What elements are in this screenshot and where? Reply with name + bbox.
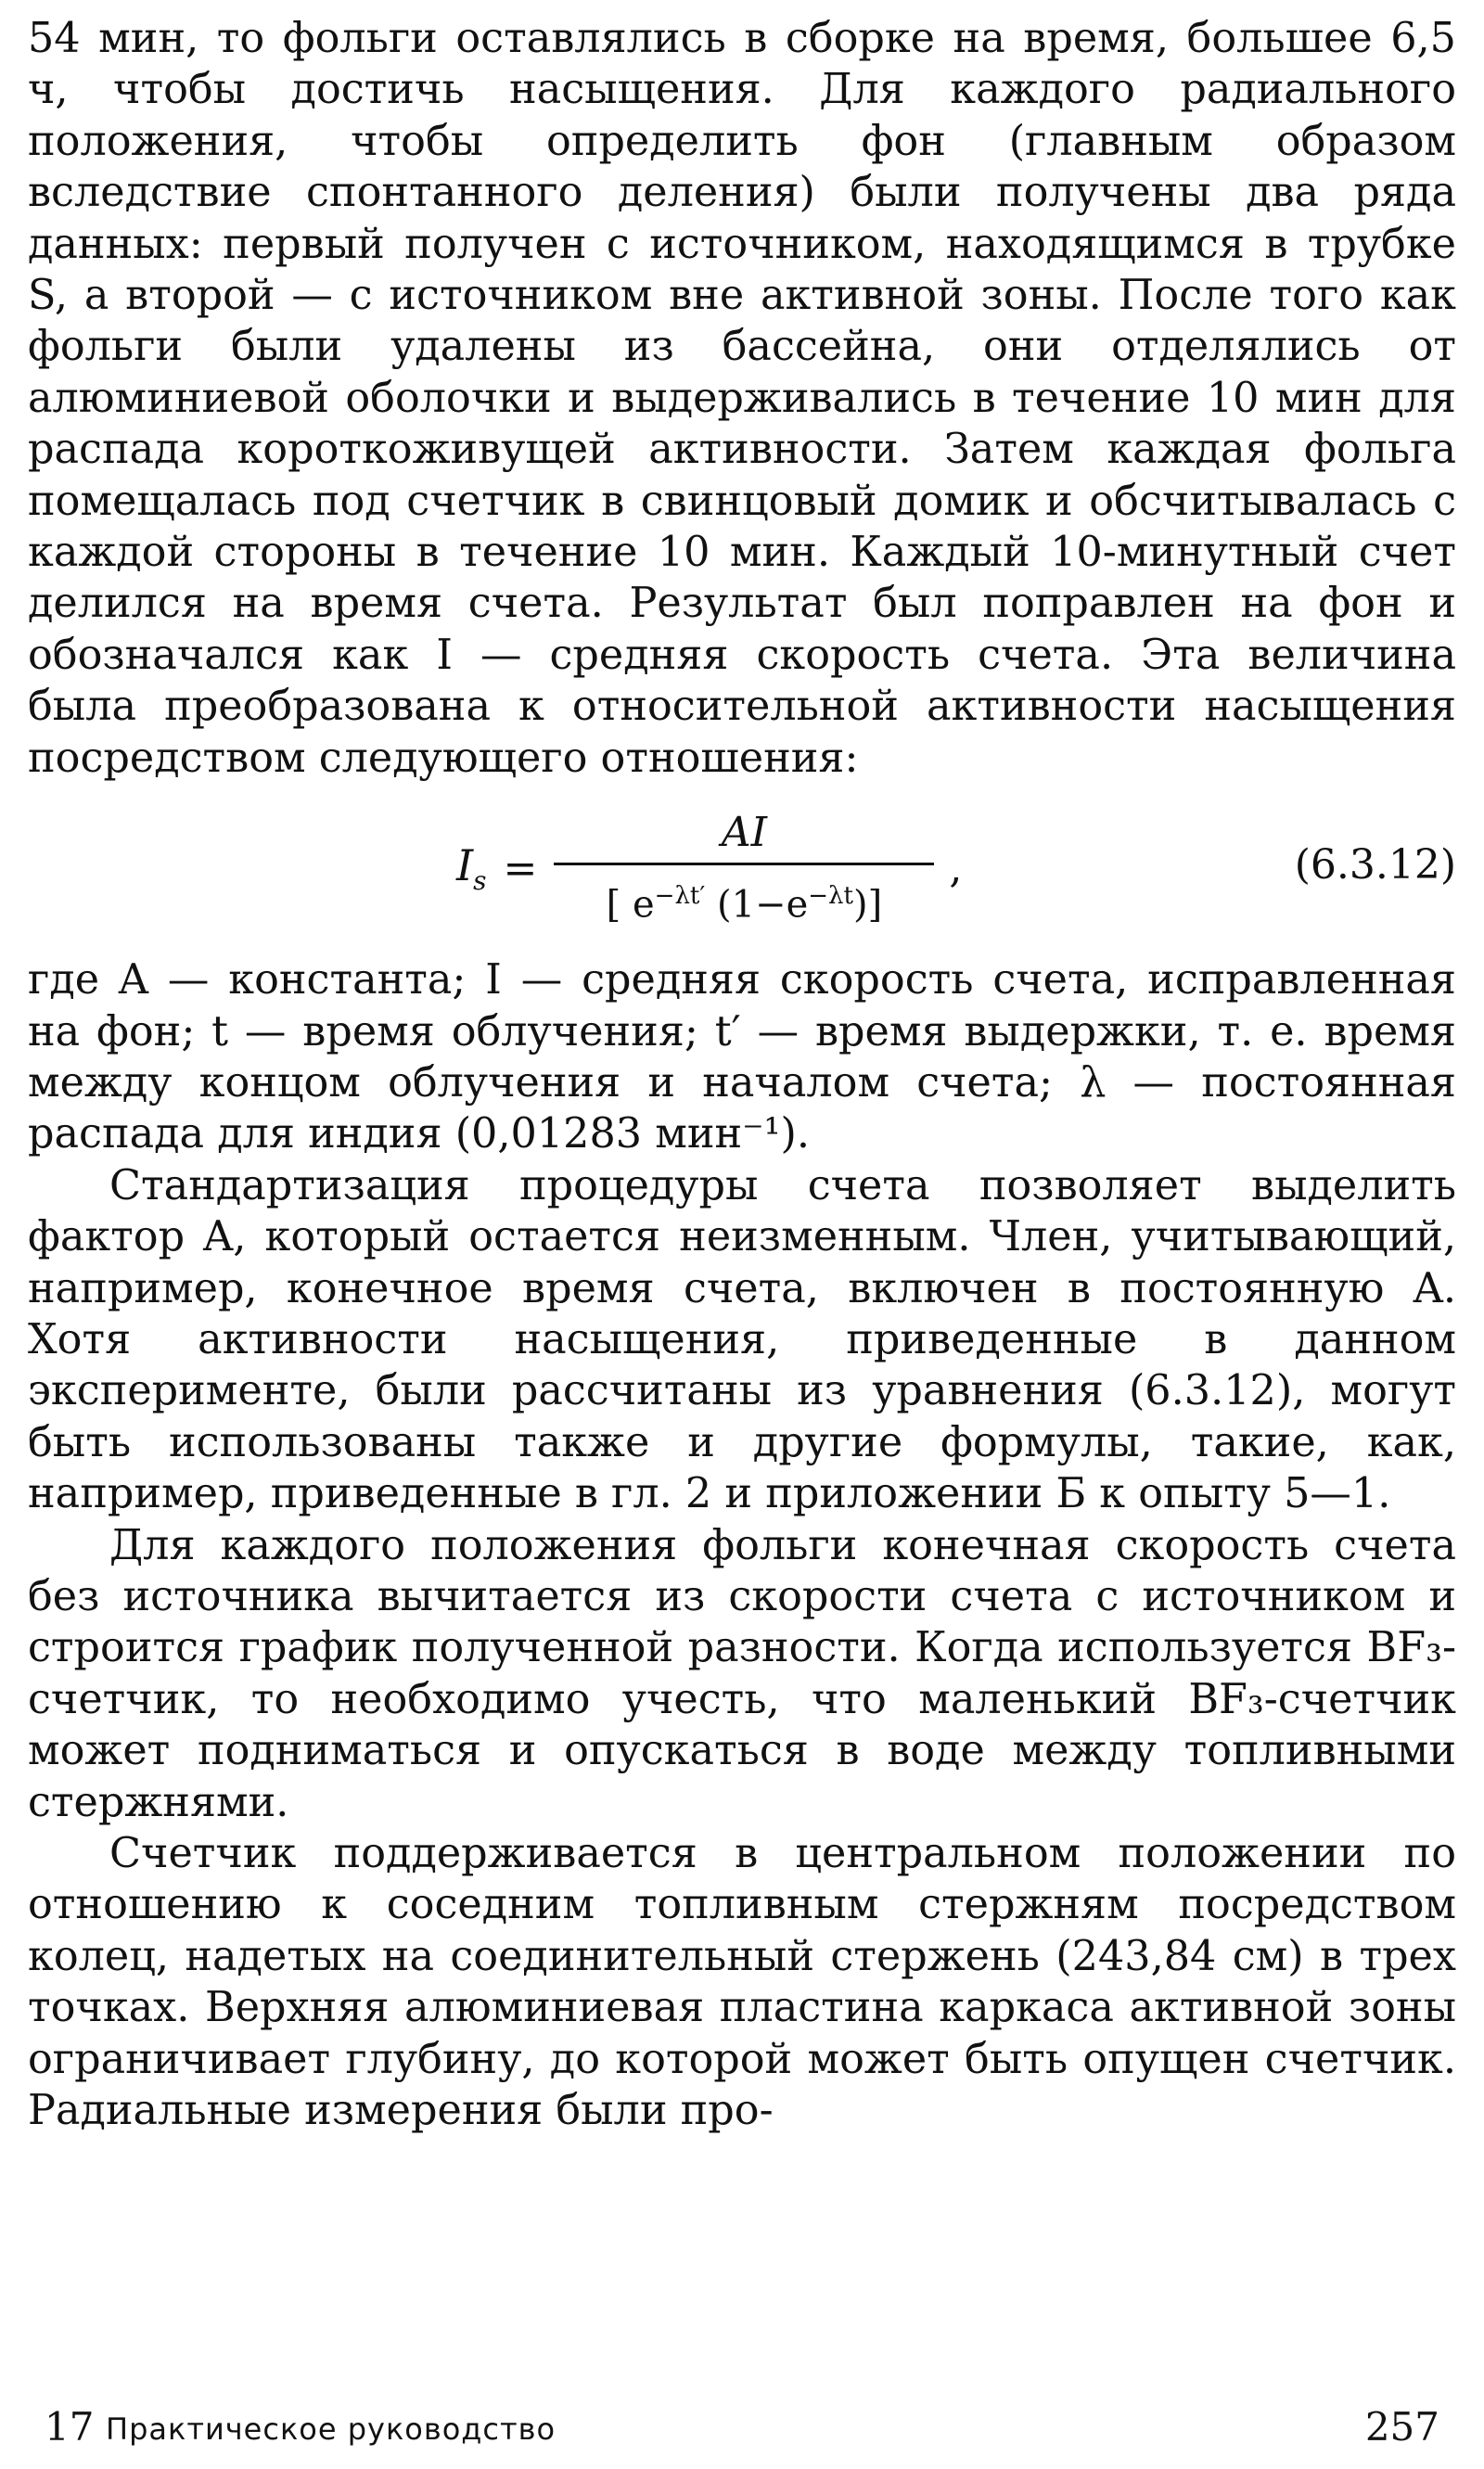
paragraph-3: Стандартизация процедуры счета позволяет выделить фактор A, который остается неизменным. Член, учитывающий, например, конечное время счета, включен в постоянную A. Хотя активности насыщения, приведенные в данном эксперименте, были рассчитаны из уравнения (6.3.12), могут быть использованы также и другие формулы, такие, как, например, приведенные в гл. 2 и приложении Б к опыту 5—1. [28, 1161, 1456, 1518]
paragraph-4: Для каждого положения фольги конечная скорость счета без источника вычитается из скорости счета с источником и строится график полученной разности. Когда используется BF₃-счетчик, то необходимо учесть, что маленький BF₃-счетчик может подниматься и опускаться в воде между топливными стержнями. [28, 1521, 1456, 1826]
equation-lhs: $I_s$ [456, 840, 487, 897]
equation-numerator: AI [721, 808, 767, 856]
paragraph-2: где A — константа; I — средняя скорость счета, исправленная на фон; t — время облучения; t′ — время выдержки, т. е. время между концом облучения и началом счета; λ — постоянная распада для индия (0,01283 мин⁻¹). [28, 956, 1456, 1158]
page-number: 257 [1364, 2404, 1439, 2450]
signature-title: Практическое руководство [106, 2411, 556, 2447]
paragraph-5: Счетчик поддерживается в центральном положении по отношению к соседним топливным стержням посредством колец, надетых на соединительный стержень (243,84 см) в трех точках. Верхняя алюминиевая пластина каркаса активной зоны ограничивает глубину, до которой может быть опущен счетчик. Радиальные измерения были про- [28, 1830, 1456, 2135]
paragraph-1: 54 мин, то фольги оставлялись в сборке на время, большее 6,5 ч, чтобы достичь насыщения. Для каждого радиального положения, чтобы определить фон (главным образом вследствие спонтанного деления) были получены два ряда данных: первый получен с источником, находящимся в трубке S, а второй — с источником вне активной зоны. После того как фольги были удалены из бассейна, они отделялись от алюминиевой оболочки и выдерживались в течение 10 мин для распада короткоживущей активности. Затем каждая фольга помещалась под счетчик в свинцовый домик и обсчитывалась с каждой стороны в течение 10 мин. Каждый 10-минутный счет делился на время счета. Результат был поправлен на фон и обозначался как I — средняя скорость счета. Эта величина была преобразована к относительной активности насыщения посредством следующего отношения: [28, 15, 1456, 782]
signature-number: 17 [45, 2404, 95, 2450]
page-footer [45, 2404, 1439, 2456]
equation-number: (6.3.12) [1294, 841, 1456, 889]
equation-equals: = [503, 844, 538, 892]
equation-block [28, 789, 1456, 947]
page-body [28, 13, 1456, 2136]
equation-denominator: [ $e^{-\lambda t'}$ $(1-e^{-\lambda t})$] [606, 881, 883, 927]
equation-comma: , [949, 844, 963, 892]
equation-6-3-12 [456, 789, 962, 947]
equation-fraction [554, 807, 934, 929]
